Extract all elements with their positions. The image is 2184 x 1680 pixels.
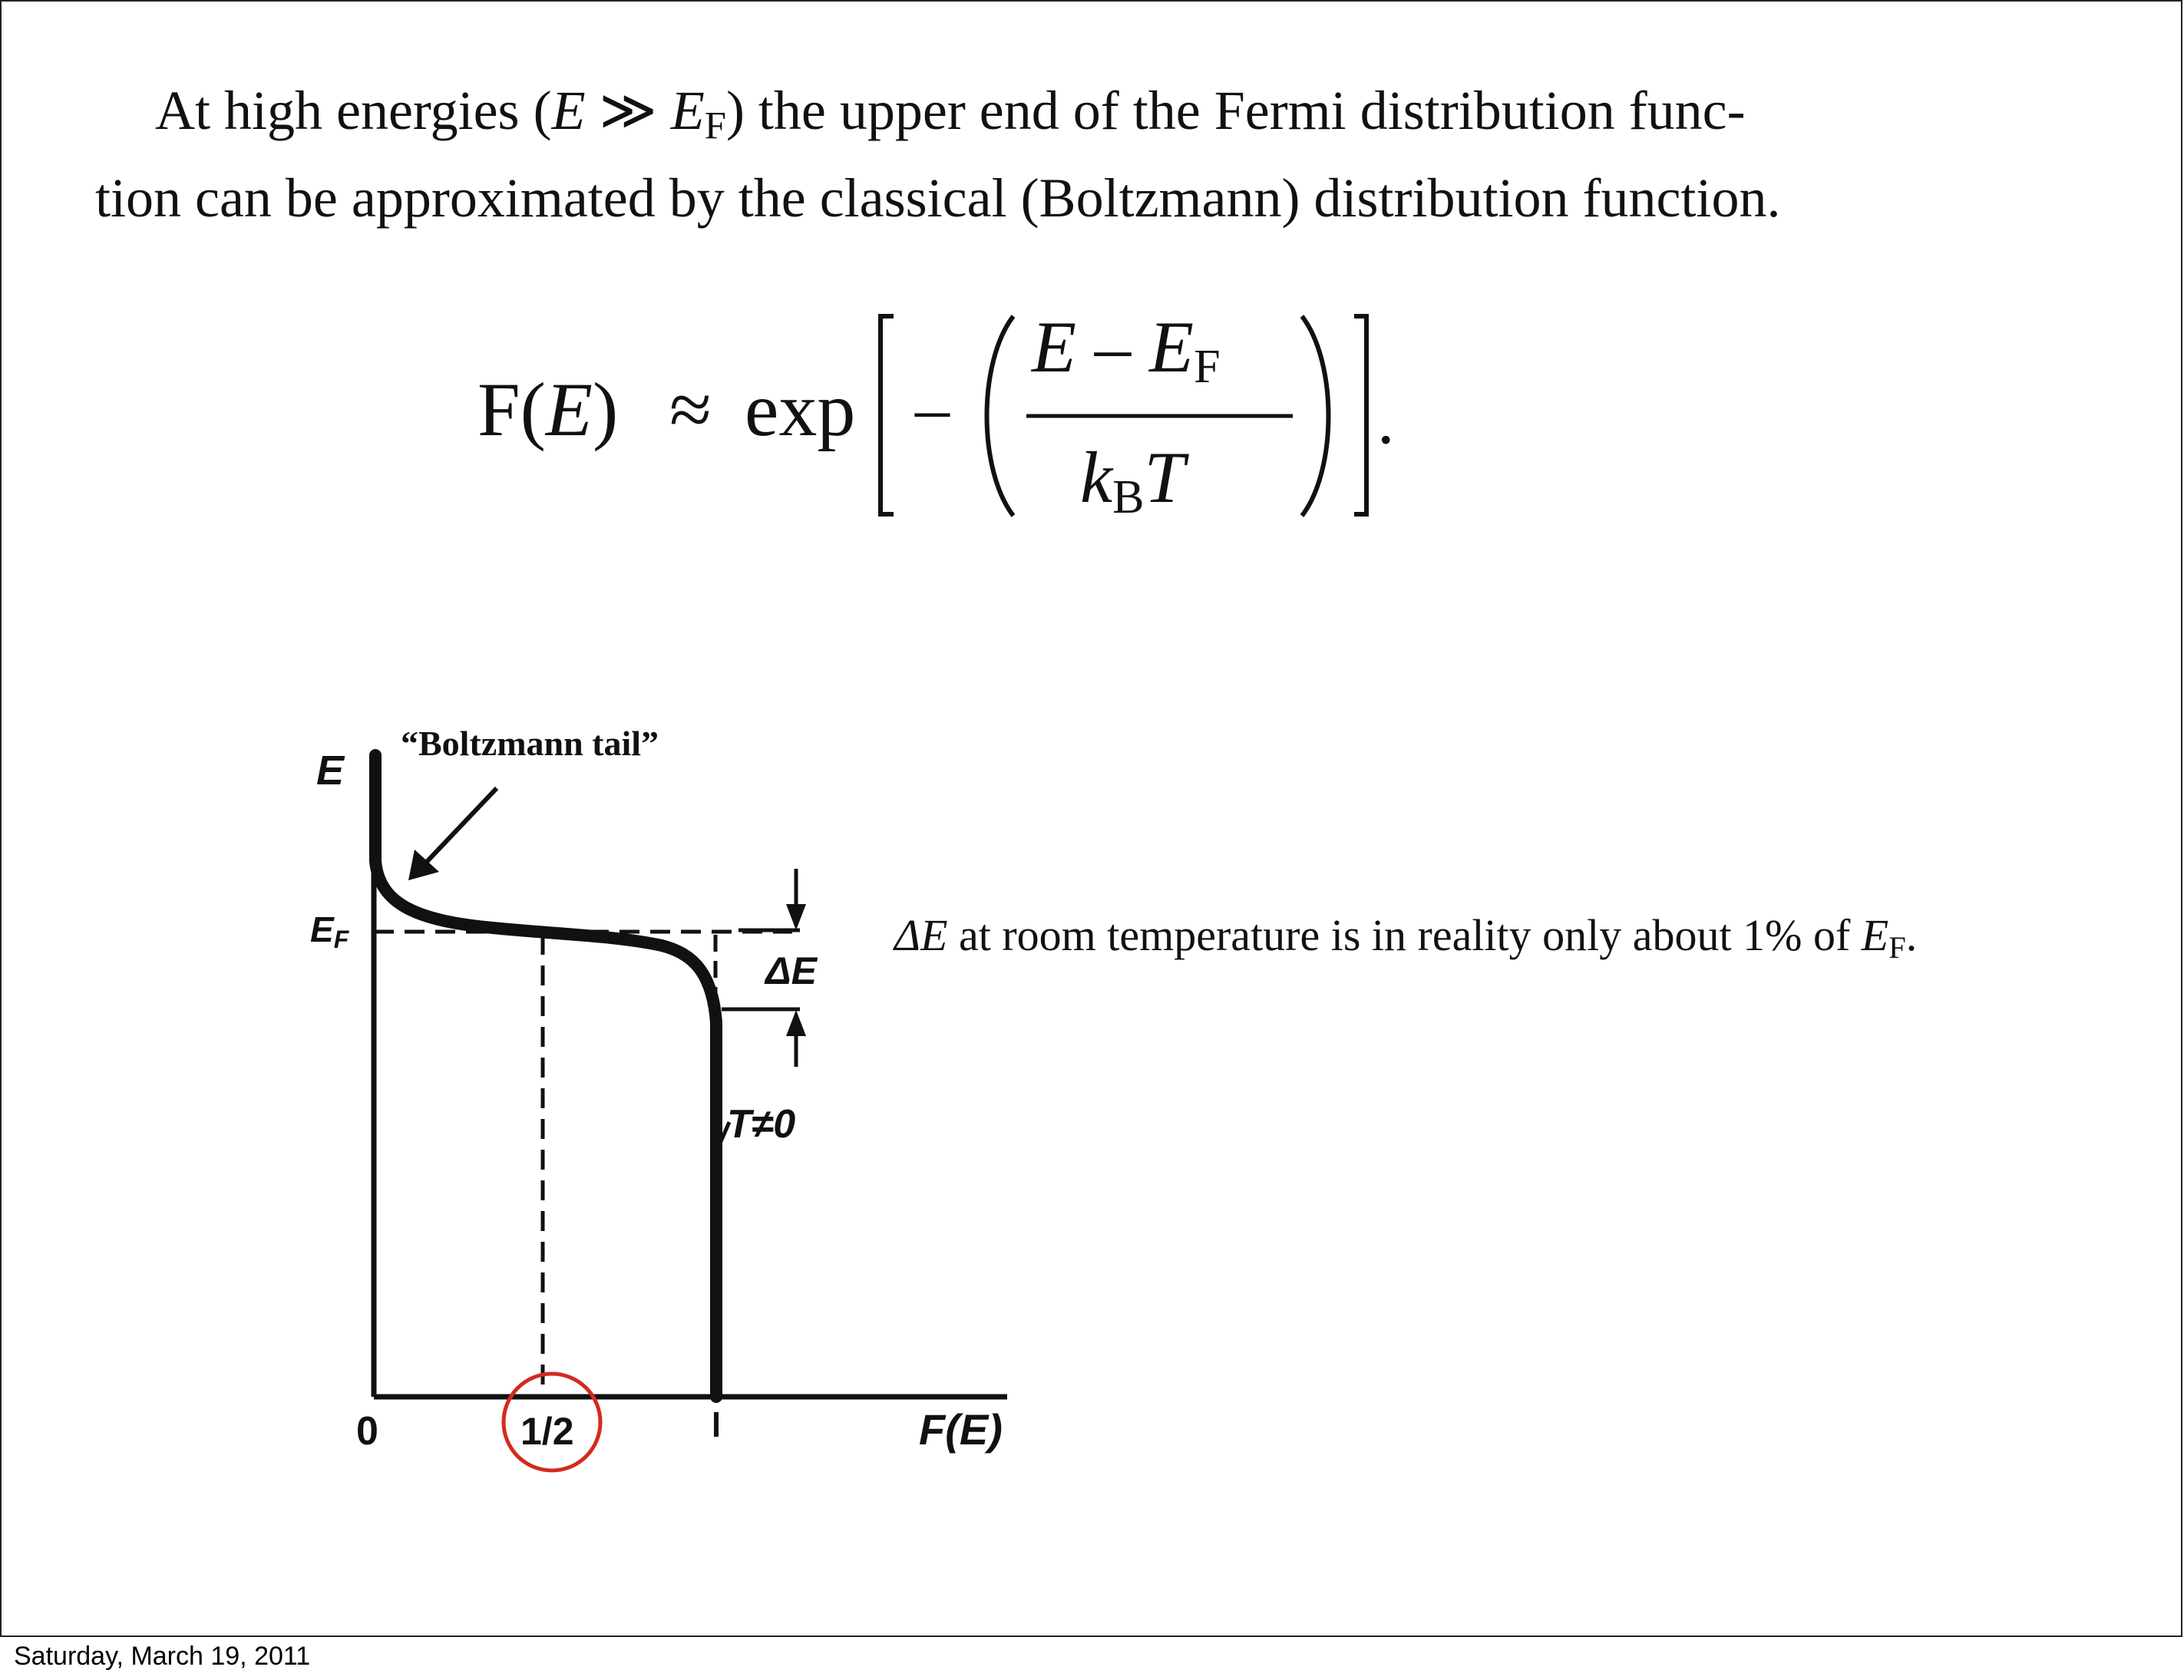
ef-axis-label: E (310, 909, 334, 949)
y-axis-label: E (316, 748, 345, 794)
tick-zero-label: 0 (356, 1409, 378, 1454)
note-ef-sub: F (1888, 930, 1906, 965)
delta-arrow-up-head (786, 1010, 806, 1036)
formula-paren-left (987, 316, 1014, 516)
formula-num-ef-sub: F (1194, 341, 1221, 393)
formula-minus: – (915, 371, 950, 447)
fermi-distribution-figure (293, 708, 1061, 1498)
formula-lhs-f: F( (477, 367, 546, 452)
svg-text:F(E) (477, 367, 618, 452)
tick-half-label: 1/2 (520, 1410, 574, 1453)
intro-text: At high energies ( (155, 80, 552, 141)
delta-e-label: ΔE (765, 949, 817, 992)
formula-bracket-left (881, 316, 894, 514)
x-axis-label: F(E) (919, 1405, 1003, 1454)
delta-arrow-down-head (786, 904, 806, 930)
formula-den-k: k (1080, 437, 1113, 518)
formula-den-t: T (1144, 437, 1185, 518)
formula-approx: ≈ (669, 367, 712, 452)
tail-arrow-shaft (424, 788, 497, 865)
svg-text:kBT (1080, 437, 1190, 523)
formula-paren-right (1302, 316, 1329, 516)
intro-var-ef-sub: F (704, 104, 726, 147)
formula-num-ef: E (1149, 306, 1194, 388)
footer-date: Saturday, March 19, 2011 (14, 1642, 311, 1671)
note-text: at room temperature is in reality only about 1% of (947, 910, 1862, 960)
boltzmann-tail-label: “Boltzmann tail” (401, 724, 659, 763)
intro-var-e: E (551, 80, 586, 141)
note-period: . (1905, 910, 1918, 960)
note-delta-e: ΔE (894, 910, 948, 960)
svg-text:E – EF (1030, 306, 1221, 393)
formula-num-minus: – (1076, 306, 1150, 388)
intro-line-2: tion can be approximated by the classical (Boltzmann) distribution function. (95, 167, 1781, 229)
svg-text:EF (310, 909, 350, 953)
delta-e-note (894, 909, 1917, 965)
ef-axis-label-sub: F (333, 926, 349, 953)
formula-den-k-sub: B (1112, 471, 1145, 523)
boltzmann-formula (462, 293, 1429, 546)
formula-lhs-close: ) (593, 367, 619, 452)
temperature-label: T≠0 (727, 1102, 796, 1147)
intro-line-1 (95, 74, 2060, 162)
formula-num-e: E (1032, 306, 1077, 388)
footer-bar (0, 1637, 2184, 1680)
formula-period: . (1377, 382, 1395, 458)
formula-bracket-right (1354, 316, 1366, 514)
intro-text-end: ) the upper end of the Fermi distribution func- (725, 80, 1746, 141)
note-ef: E (1861, 910, 1889, 960)
formula-exp: exp (745, 367, 856, 452)
intro-gg: ≫ (585, 80, 671, 141)
intro-var-ef: E (670, 80, 705, 141)
formula-lhs-e: E (545, 367, 593, 452)
intro-paragraph (95, 74, 2060, 234)
fermi-dirac-curve (375, 755, 716, 1397)
